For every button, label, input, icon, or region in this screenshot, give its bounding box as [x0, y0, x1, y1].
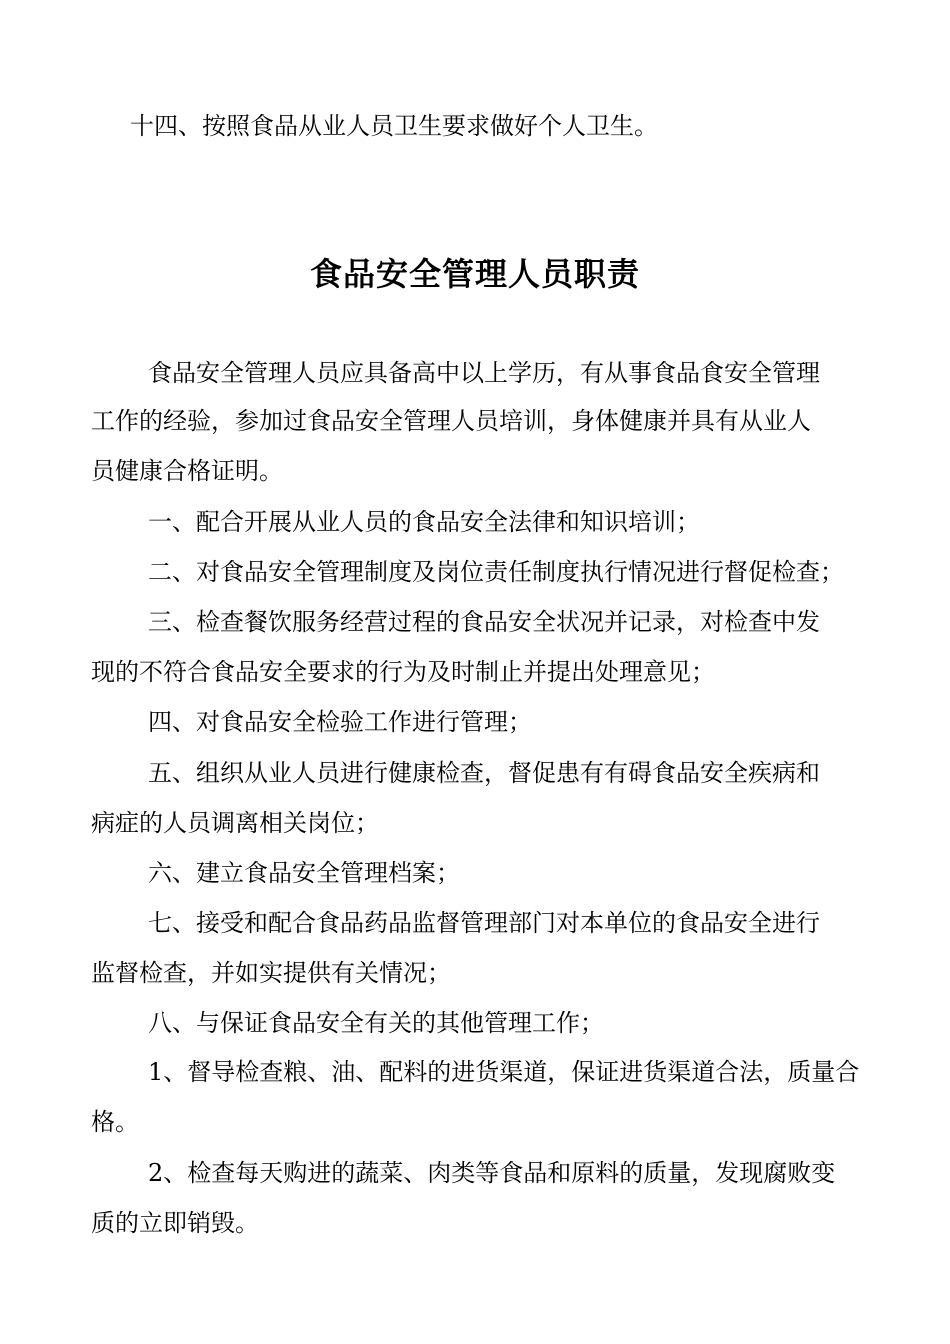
intro-paragraph-line-1: 食品安全管理人员应具备高中以上学历，有从事食品食安全管理: [148, 359, 820, 387]
prev-section-last-item: 十四、按照食品从业人员卫生要求做好个人卫生。: [130, 112, 658, 140]
duty-item-3-line-1: 三、检查餐饮服务经营过程的食品安全状况并记录，对检查中发: [148, 608, 820, 636]
duty-item-7-line-1: 七、接受和配合食品药品监督管理部门对本单位的食品安全进行: [148, 909, 820, 937]
sub-item-2-line-2: 质的立即销毁。: [91, 1209, 259, 1237]
duty-item-8: 八、与保证食品安全有关的其他管理工作；: [148, 1009, 604, 1037]
intro-paragraph-line-3: 员健康合格证明。: [91, 457, 283, 485]
duty-item-6: 六、建立食品安全管理档案；: [148, 859, 460, 887]
duty-item-3-line-2: 现的不符合食品安全要求的行为及时制止并提出处理意见；: [91, 658, 715, 686]
document-title: 食品安全管理人员职责: [309, 255, 640, 293]
duty-item-1: 一、配合开展从业人员的食品安全法律和知识培训；: [148, 508, 700, 536]
sub-item-2-line-1: 2、检查每天购进的蔬菜、肉类等食品和原料的质量，发现腐败变: [148, 1159, 836, 1187]
intro-paragraph-line-2: 工作的经验，参加过食品安全管理人员培训，身体健康并具有从业人: [91, 407, 811, 435]
sub-item-1-line-2: 格。: [91, 1108, 139, 1136]
duty-item-5-line-1: 五、组织从业人员进行健康检查，督促患有有碍食品安全疾病和: [148, 759, 820, 787]
duty-item-4: 四、对食品安全检验工作进行管理；: [148, 708, 532, 736]
sub-item-1-line-1: 1、督导检查粮、油、配料的进货渠道，保证进货渠道合法，质量合: [148, 1058, 860, 1086]
duty-item-7-line-2: 监督检查，并如实提供有关情况；: [91, 959, 451, 987]
duty-item-2: 二、对食品安全管理制度及岗位责任制度执行情况进行督促检查；: [148, 558, 844, 586]
duty-item-5-line-2: 病症的人员调离相关岗位；: [91, 809, 379, 837]
